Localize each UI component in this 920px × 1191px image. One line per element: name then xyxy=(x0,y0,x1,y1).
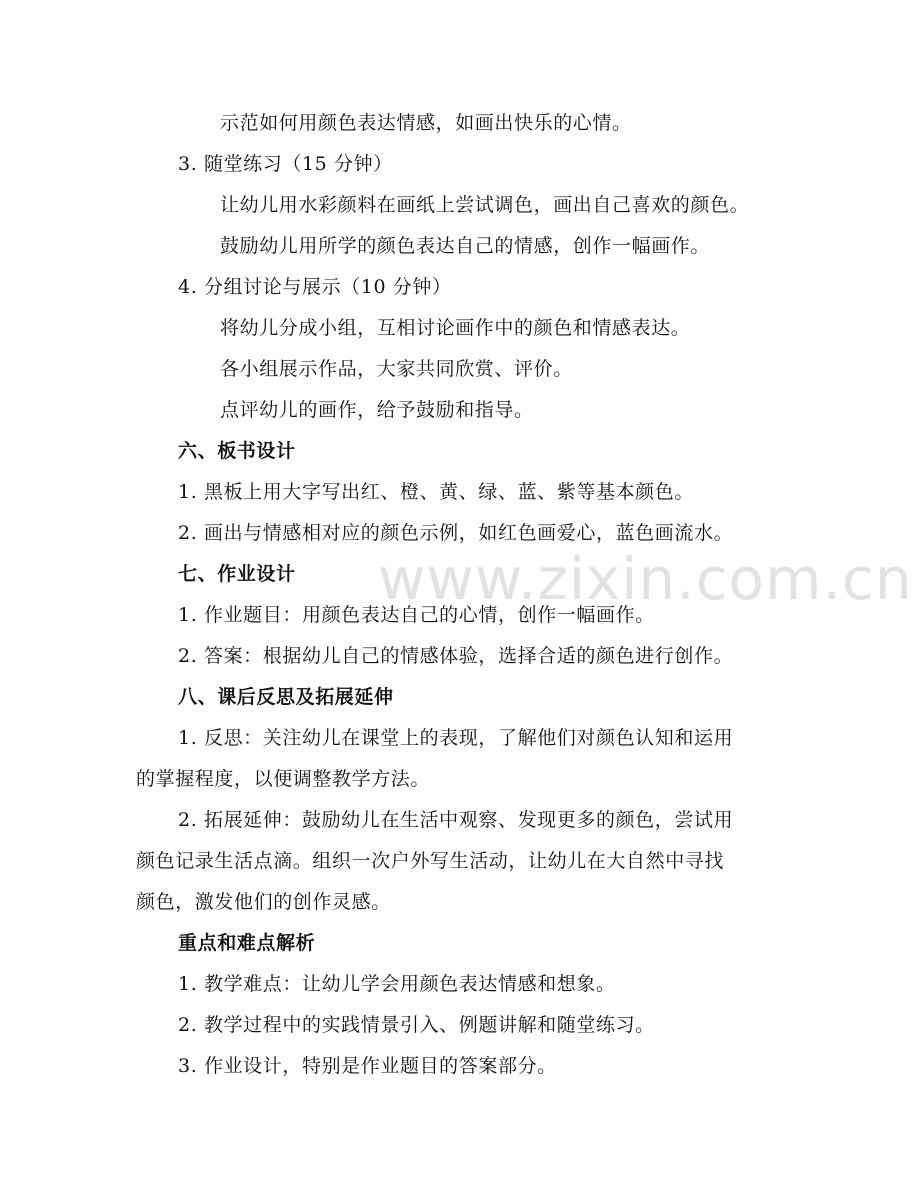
text-line: 示范如何用颜色表达情感，如画出快乐的心情。 xyxy=(220,112,632,134)
list-item: 4. 分组讨论与展示（10 分钟） xyxy=(178,276,452,298)
text-line: 让幼儿用水彩颜料在画纸上尝试调色，画出自己喜欢的颜色。 xyxy=(220,194,750,216)
section-heading: 重点和难点解析 xyxy=(178,932,316,954)
section-heading: 六、板书设计 xyxy=(178,440,296,462)
list-item: 1. 教学难点：让幼儿学会用颜色表达情感和想象。 xyxy=(178,973,616,995)
list-item: 3. 作业设计，特别是作业题目的答案部分。 xyxy=(178,1055,557,1077)
text-line: 将幼儿分成小组，互相讨论画作中的颜色和情感表达。 xyxy=(220,317,691,339)
text-line: 各小组展示作品，大家共同欣赏、评价。 xyxy=(220,358,573,380)
list-item: 1. 黑板上用大字写出红、橙、黄、绿、蓝、紫等基本颜色。 xyxy=(178,481,694,503)
text-line: 颜色记录生活点滴。组织一次户外写生活动，让幼儿在大自然中寻找 xyxy=(136,850,725,872)
text-line: 颜色，激发他们的创作灵感。 xyxy=(136,891,391,913)
text-line: 点评幼儿的画作，给予鼓励和指导。 xyxy=(220,399,534,421)
list-item: 2. 拓展延伸：鼓励幼儿在生活中观察、发现更多的颜色，尝试用 xyxy=(178,809,734,831)
list-item: 1. 反思：关注幼儿在课堂上的表现，了解他们对颜色认知和运用 xyxy=(178,727,734,749)
watermark: www.zixin.com.cn xyxy=(378,545,913,613)
list-item: 2. 画出与情感相对应的颜色示例，如红色画爱心，蓝色画流水。 xyxy=(178,522,734,544)
list-item: 2. 教学过程中的实践情景引入、例题讲解和随堂练习。 xyxy=(178,1014,655,1036)
text-line: 的掌握程度，以便调整教学方法。 xyxy=(136,768,431,790)
list-item: 1. 作业题目：用颜色表达自己的心情，创作一幅画作。 xyxy=(178,604,655,626)
list-item: 2. 答案：根据幼儿自己的情感体验，选择合适的颜色进行创作。 xyxy=(178,645,734,667)
text-line: 鼓励幼儿用所学的颜色表达自己的情感，创作一幅画作。 xyxy=(220,235,711,257)
section-heading: 七、作业设计 xyxy=(178,563,296,585)
list-item: 3. 随堂练习（15 分钟） xyxy=(178,153,393,175)
section-heading: 八、课后反思及拓展延伸 xyxy=(178,686,394,708)
